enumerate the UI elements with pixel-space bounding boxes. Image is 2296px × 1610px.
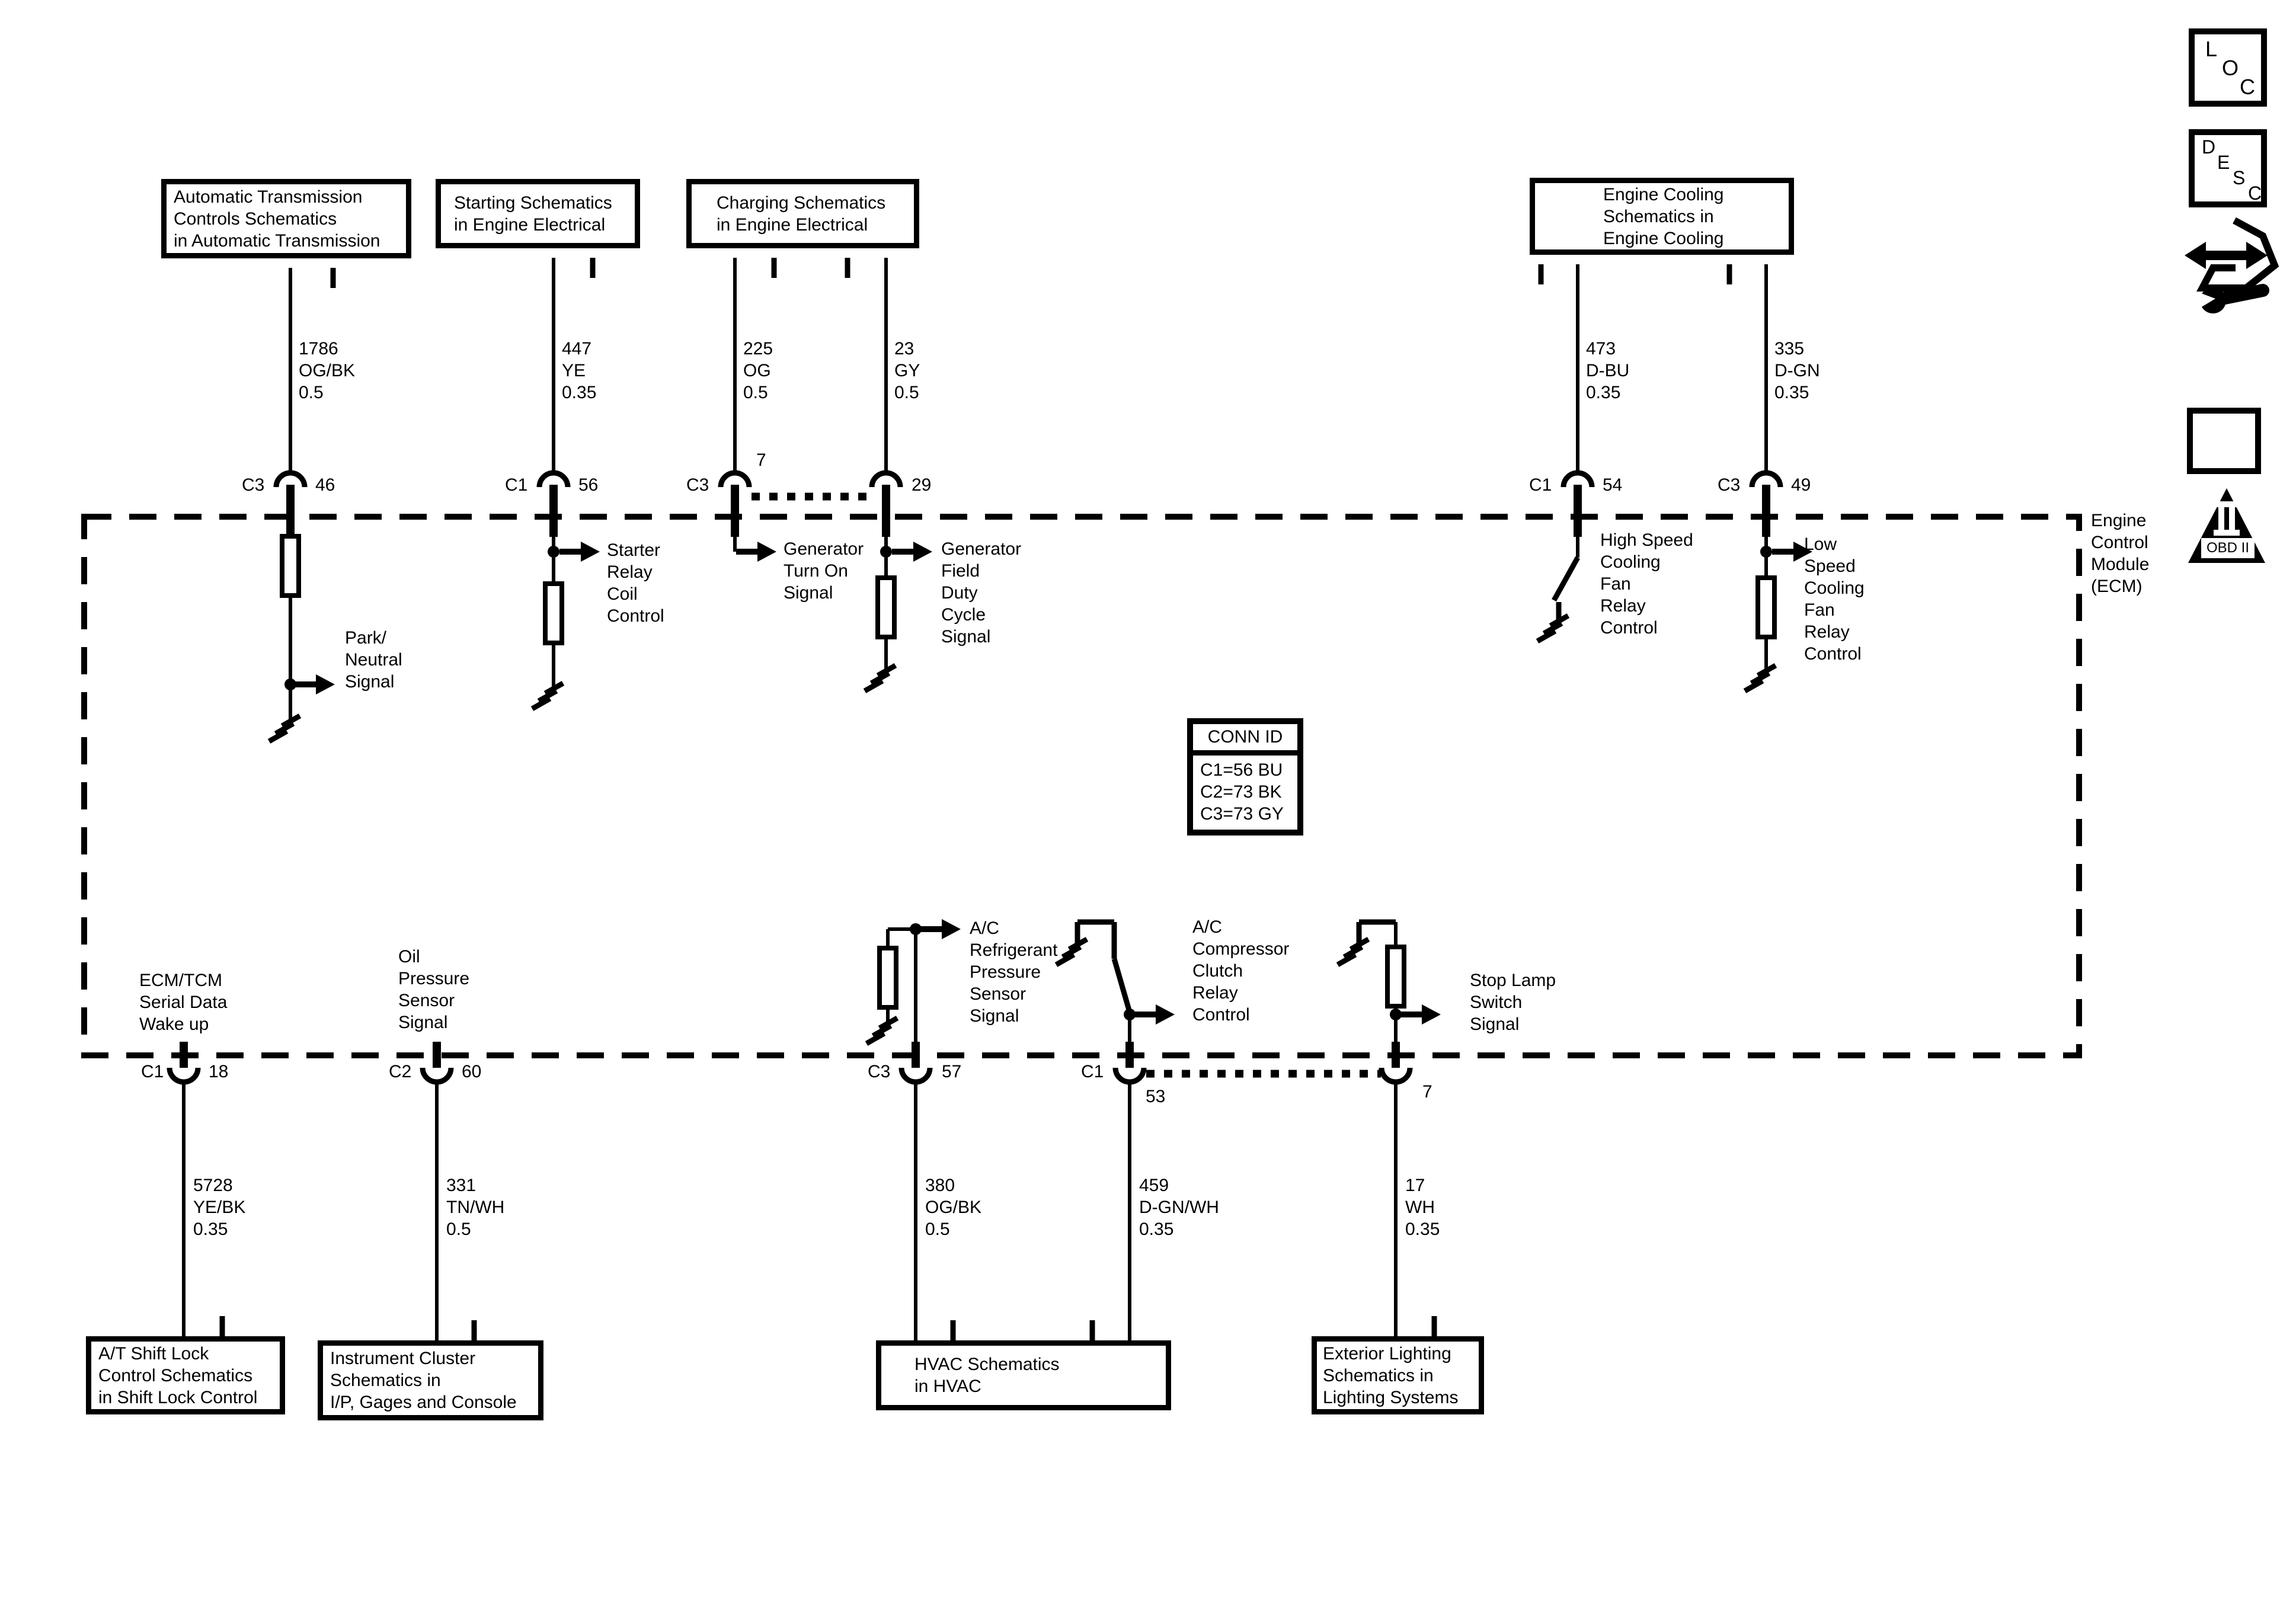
- text-line: Control: [1600, 618, 1658, 638]
- text-line: Engine Cooling: [1603, 228, 1724, 248]
- text-line: Neutral: [345, 650, 402, 670]
- text-line: Fan: [1600, 574, 1631, 594]
- connector-id: C1: [141, 1062, 164, 1081]
- pin-number: 7: [756, 450, 766, 470]
- text-line: C3=73 GY: [1200, 804, 1284, 824]
- text-line: Controls Schematics: [174, 209, 337, 229]
- text-line: Control: [607, 606, 664, 626]
- switch-blade: [1077, 558, 1578, 1012]
- pin-number: 56: [578, 475, 599, 495]
- text-line: Duty: [941, 583, 978, 603]
- text-line: Control: [1192, 1005, 1250, 1025]
- text-line: Signal: [398, 1013, 448, 1032]
- desc-button[interactable]: [2189, 129, 2267, 207]
- text-line: Relay: [1600, 596, 1646, 616]
- ref-box-hvac[interactable]: [876, 1340, 1171, 1410]
- text-line: Park/: [345, 628, 387, 648]
- text-line: Cycle: [941, 605, 986, 625]
- pin-number: 57: [942, 1062, 962, 1081]
- text-line: A/C: [970, 918, 1000, 938]
- text-line: in HVAC: [914, 1377, 981, 1396]
- text-line: Control: [1804, 644, 1862, 664]
- pin-number: 7: [1422, 1082, 1432, 1102]
- text-line: Signal: [941, 627, 991, 646]
- text-line: Serial Data: [139, 993, 228, 1012]
- signal-label-gen-turn-on: [784, 538, 864, 604]
- loc-letter: L: [2205, 37, 2218, 61]
- text-line: Control: [2091, 533, 2148, 552]
- text-line: Engine Cooling: [1603, 184, 1724, 204]
- desc-letter: C: [2248, 183, 2262, 204]
- wire-label: 447 YE 0.35: [562, 339, 597, 402]
- connector-id: C3: [686, 475, 709, 495]
- wire-label: 225 OG 0.5: [743, 339, 773, 402]
- wire-label: 17 WH 0.35: [1405, 1176, 1440, 1239]
- ref-box-exterior-lighting[interactable]: [1312, 1336, 1484, 1414]
- desc-letter: E: [2217, 152, 2230, 173]
- connector-id: C2: [389, 1062, 412, 1081]
- ecm-title: [2091, 510, 2149, 597]
- text-line: Signal: [970, 1006, 1019, 1026]
- pin-number: 60: [462, 1062, 482, 1081]
- text-line: Sensor: [398, 991, 455, 1010]
- ref-box-shift-lock[interactable]: [86, 1336, 285, 1414]
- text-line: HVAC Schematics: [914, 1355, 1060, 1374]
- desc-letter: D: [2202, 136, 2216, 158]
- text-line: in Shift Lock Control: [98, 1387, 258, 1407]
- signal-label-gen-field: [941, 538, 1021, 648]
- connector-id: C3: [1718, 475, 1741, 495]
- text-line: Starter: [607, 540, 661, 560]
- text-line: Signal: [784, 583, 833, 603]
- desc-letter: S: [2233, 167, 2246, 188]
- pin-number: 49: [1791, 475, 1811, 495]
- text-line: I/P, Gages and Console: [330, 1393, 517, 1412]
- signal-label-ecm-tcm: [139, 969, 227, 1035]
- ref-box-starting[interactable]: [436, 179, 640, 248]
- text-line: Coil: [607, 584, 638, 604]
- text-line: Charging Schematics: [717, 193, 886, 213]
- pin-number: 18: [209, 1062, 229, 1081]
- ref-box-charging[interactable]: [686, 179, 919, 248]
- text-line: Oil: [398, 947, 420, 966]
- text-line: Instrument Cluster: [330, 1349, 476, 1368]
- connector-id: C1: [505, 475, 528, 495]
- schematic-reference-icon[interactable]: [2185, 220, 2275, 313]
- signal-label-stop-lamp: [1470, 969, 1556, 1035]
- text-line: Automatic Transmission: [174, 187, 363, 207]
- text-line: C2=73 BK: [1200, 782, 1282, 802]
- text-line: Generator: [941, 539, 1022, 559]
- text-line: Compressor: [1192, 939, 1290, 959]
- text-line: Signal: [345, 672, 395, 692]
- loc-button[interactable]: [2189, 28, 2267, 107]
- text-line: Signal: [1470, 1014, 1520, 1034]
- text-line: Refrigerant: [970, 940, 1058, 960]
- text-line: Control Schematics: [98, 1365, 253, 1385]
- wire-label: 5728 YE/BK 0.35: [193, 1176, 246, 1239]
- pin-number: 29: [912, 475, 932, 495]
- text-line: Exterior Lighting: [1323, 1343, 1451, 1363]
- text-line: A/C: [1192, 917, 1223, 937]
- wire-label: 23 GY 0.5: [894, 339, 920, 402]
- conn-id-title: CONN ID: [1193, 724, 1297, 756]
- pin-number: 53: [1146, 1087, 1166, 1106]
- signal-label-ac-refrigerant: [970, 917, 1057, 1027]
- ref-box-instrument-cluster[interactable]: [318, 1340, 543, 1420]
- ref-box-engine-cooling[interactable]: [1530, 178, 1794, 255]
- conn-id-rows: [1193, 756, 1297, 830]
- wire-label: 380 OG/BK 0.5: [925, 1176, 982, 1239]
- signal-label-low-fan: [1804, 533, 1865, 665]
- text-line: Stop Lamp: [1470, 971, 1556, 990]
- text-line: Generator: [784, 539, 864, 559]
- text-line: Switch: [1470, 993, 1523, 1012]
- text-line: Module: [2091, 555, 2150, 574]
- ecm-dashed-border: [84, 517, 2079, 1055]
- text-line: Relay: [1804, 622, 1850, 642]
- text-line: in Engine Electrical: [717, 215, 868, 235]
- text-line: Cooling: [1804, 578, 1865, 598]
- text-line: Low: [1804, 534, 1837, 554]
- text-line: Clutch: [1192, 961, 1243, 981]
- text-line: in Engine Electrical: [454, 215, 606, 235]
- text-line: Pressure: [398, 969, 470, 988]
- back-arrow-button[interactable]: [2187, 408, 2261, 474]
- text-line: Relay: [1192, 983, 1238, 1003]
- text-line: Pressure: [970, 962, 1041, 982]
- wire-label: 331 TN/WH 0.5: [446, 1176, 505, 1239]
- text-line: Starting Schematics: [454, 193, 612, 213]
- conn-id-table: [1187, 718, 1303, 836]
- wire-label: 335 D-GN 0.35: [1774, 339, 1820, 402]
- text-line: Schematics in: [1323, 1365, 1434, 1385]
- text-line: A/T Shift Lock: [98, 1343, 209, 1363]
- text-line: (ECM): [2091, 577, 2142, 596]
- signal-label-starter-relay: [607, 539, 664, 627]
- text-line: Schematics in: [330, 1371, 441, 1390]
- pin-number: 54: [1603, 475, 1623, 495]
- text-line: Cooling: [1600, 552, 1661, 572]
- wire-label: 1786 OG/BK 0.5: [299, 339, 356, 402]
- signal-label-oil-pressure: [398, 946, 469, 1033]
- text-line: Speed: [1804, 556, 1856, 576]
- wire-label: 473 D-BU 0.35: [1586, 339, 1630, 402]
- text-line: C1=56 BU: [1200, 760, 1283, 780]
- signal-label-ac-compressor: [1192, 916, 1289, 1026]
- connector-id: C1: [1529, 475, 1552, 495]
- text-line: Field: [941, 561, 980, 581]
- text-line: Turn On: [784, 561, 848, 581]
- text-line: Relay: [607, 562, 653, 582]
- connector-id: C3: [242, 475, 265, 495]
- text-line: Engine: [2091, 511, 2147, 530]
- signal-label-park-neutral: [345, 627, 402, 693]
- text-line: Wake up: [139, 1014, 209, 1034]
- loc-letter: O: [2222, 56, 2239, 80]
- text-line: Sensor: [970, 984, 1027, 1004]
- obd2-label: OBD II: [2206, 540, 2249, 556]
- text-line: Lighting Systems: [1323, 1387, 1459, 1407]
- loc-letter: C: [2240, 75, 2255, 99]
- text-line: Fan: [1804, 600, 1835, 620]
- connector-id: C3: [868, 1062, 891, 1081]
- text-line: High Speed: [1600, 530, 1693, 550]
- connector-id: C1: [1081, 1062, 1104, 1081]
- text-line: Schematics in: [1603, 206, 1714, 226]
- pin-number: 46: [315, 475, 335, 495]
- text-line: ECM/TCM: [139, 971, 222, 990]
- signal-label-high-fan: [1600, 529, 1693, 639]
- wire-label: 459 D-GN/WH 0.35: [1139, 1176, 1219, 1239]
- ref-box-auto-trans[interactable]: [161, 179, 411, 258]
- text-line: in Automatic Transmission: [174, 231, 380, 251]
